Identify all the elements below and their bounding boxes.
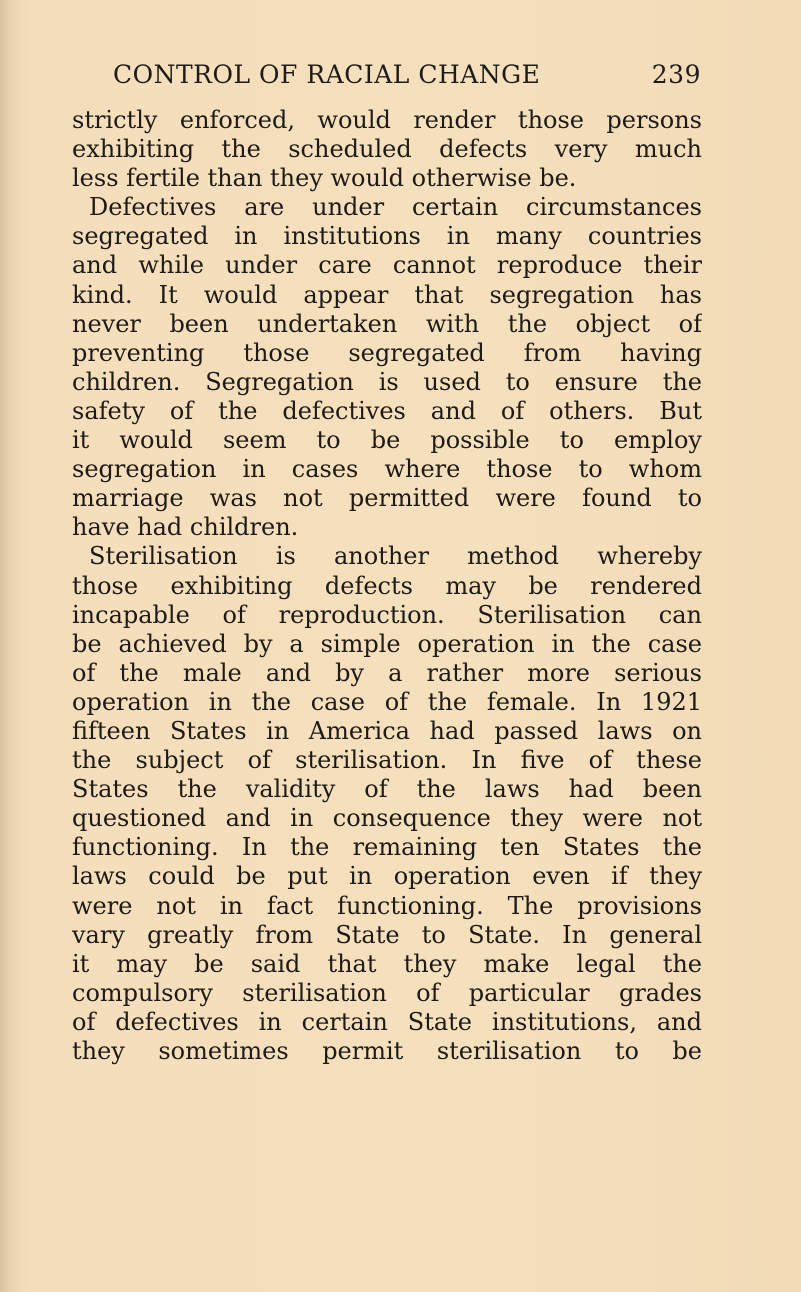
text-line: questioned and in consequence they were not xyxy=(72,804,702,833)
text-line: it would seem to be possible to employ xyxy=(72,426,702,455)
text-line: it may be said that they make legal the xyxy=(72,949,702,978)
text-line: of defectives in certain State institutions, and xyxy=(72,1007,702,1036)
text-line: strictly enforced, would render those persons xyxy=(72,106,702,134)
running-title: CONTROL OF RACIAL CHANGE xyxy=(113,59,541,89)
text-line: States the validity of the laws had been xyxy=(72,775,702,804)
text-line: operation in the case of the female. In 1921 xyxy=(72,687,702,716)
text-line: be achieved by a simple operation in the case xyxy=(72,629,702,658)
text-line: vary greatly from State to State. In general xyxy=(72,920,702,949)
text-line: incapable of reproduction. Sterilisation can xyxy=(72,600,702,629)
text-line: segregation in cases where those to whom xyxy=(72,455,702,484)
text-line: Sterilisation is another method whereby xyxy=(89,542,702,571)
text-line: marriage was not permitted were found to xyxy=(72,484,702,513)
text-line: safety of the defectives and of others. But xyxy=(72,396,702,425)
text-line: Defectives are under certain circumstances xyxy=(89,193,702,222)
text-line: children. Segregation is used to ensure the xyxy=(72,367,702,396)
text-line: were not in fact functioning. The provisions xyxy=(72,891,702,920)
text-line: segregated in institutions in many countries xyxy=(72,222,702,251)
text-line: fifteen States in America had passed laws on xyxy=(72,716,702,745)
text-line: they sometimes permit sterilisation to be xyxy=(72,1037,702,1065)
text-line: compulsory sterilisation of particular grades xyxy=(72,978,702,1007)
text-line: have had children. xyxy=(72,513,299,542)
text-line: the subject of sterilisation. In five of these xyxy=(72,746,702,775)
text-line: preventing those segregated from having xyxy=(72,338,702,367)
text-line: exhibiting the scheduled defects very much xyxy=(72,135,702,164)
page-number: 239 xyxy=(651,59,701,89)
running-header xyxy=(113,54,701,94)
text-line: kind. It would appear that segregation has xyxy=(72,280,702,309)
text-line: laws could be put in operation even if they xyxy=(72,862,702,891)
text-line: of the male and by a rather more serious xyxy=(72,658,702,687)
text-line: never been undertaken with the object of xyxy=(72,309,702,338)
text-line: less fertile than they would otherwise be. xyxy=(72,164,577,193)
text-line: those exhibiting defects may be rendered xyxy=(72,571,702,600)
text-line: and while under care cannot reproduce their xyxy=(72,251,702,280)
body-text xyxy=(72,106,702,1066)
text-line: functioning. In the remaining ten States the xyxy=(72,833,702,862)
